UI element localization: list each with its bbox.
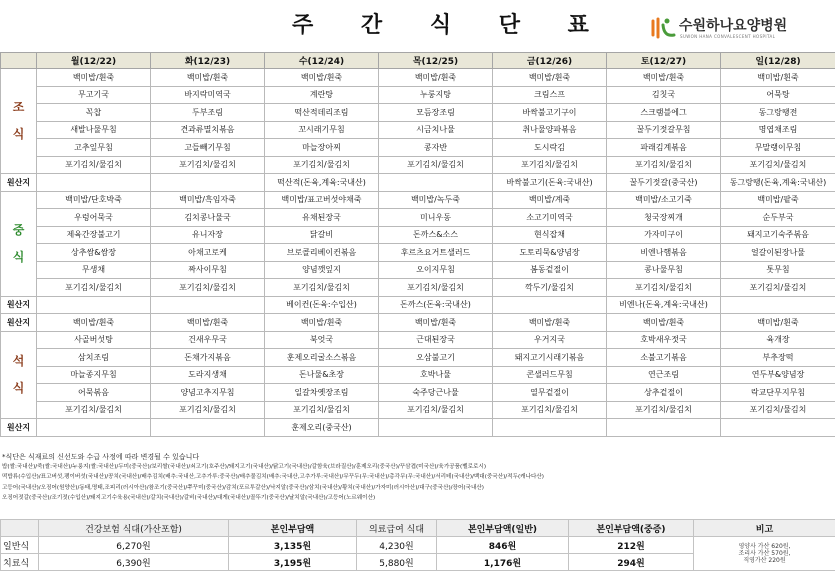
- menu-cell: 고들빼기무침: [151, 139, 265, 157]
- day-header: 목(12/25): [379, 53, 493, 69]
- cost-header: 본인부담액(일반): [437, 520, 569, 537]
- origin-label: 원산지: [1, 314, 37, 332]
- menu-cell: 콩나물무침: [607, 261, 721, 279]
- menu-row: [1, 139, 835, 157]
- origin-cell: [493, 296, 607, 314]
- origin-label: 원산지: [1, 174, 37, 192]
- menu-cell: 떡산적데리조림: [265, 104, 379, 122]
- menu-cell: 부추장떡: [721, 349, 835, 367]
- menu-cell: 바싹불고기구이: [493, 104, 607, 122]
- menu-cell: 백미밥/흰죽: [265, 314, 379, 332]
- menu-cell: 순두부국: [721, 209, 835, 227]
- origin-cell: 돈까스(돈육:국내산): [379, 296, 493, 314]
- origin-cell: [151, 419, 265, 437]
- origin-note: 떡밥류(수입산)/표고버섯,팽이버섯(국내산)/꽁치(국내산)/배추김치(배추:국내산,고추가루:중국산)/배추물김치(배추:국내산,고추가루:국내산)/무꾸두(무:국내산)/총각무(무:국내산)/서리테(국내산)/백대(중국산)/적두(캐나다산): [2, 474, 544, 481]
- menu-row: [1, 69, 835, 87]
- menu-cell: 도라지생채: [151, 366, 265, 384]
- menu-cell: 명엽채조림: [721, 121, 835, 139]
- origin-cell: 훈제오리(중국산): [265, 419, 379, 437]
- cost-header: 본인부담액: [229, 520, 357, 537]
- menu-cell: 크림스프: [493, 86, 607, 104]
- origin-cell: 동그랑땡(돈육,계육:국내산): [721, 174, 835, 192]
- origin-note: 오징어젓갈(중국산)/조기젓(수입산)/돼지고기수육용(국내산)/갈치(국내산)/갈비(국내산)/대게(국내산)/꼴뚜기(중국산)/날치알(국내산)/고등어(노르웨이산): [2, 494, 376, 501]
- cost-value: 3,195원: [229, 554, 357, 571]
- breakfast-label-char: 식: [12, 127, 25, 141]
- cost-value: 294원: [569, 554, 694, 571]
- menu-cell: 돼지고기시래기볶음: [493, 349, 607, 367]
- menu-row: [1, 279, 835, 297]
- menu-cell: 오이지무침: [379, 261, 493, 279]
- cost-header: 건강보험 식대(가산포함): [39, 520, 229, 537]
- menu-cell: 후르츠요거트샐러드: [379, 244, 493, 262]
- menu-cell: 바지락미역국: [151, 86, 265, 104]
- cost-row-label: 치료식: [1, 554, 39, 571]
- origin-cell: [37, 419, 151, 437]
- menu-cell: 짜사이무침: [151, 261, 265, 279]
- menu-cell: 도토리묵&양념장: [493, 244, 607, 262]
- origin-cell: [37, 174, 151, 192]
- cost-value: 846원: [437, 537, 569, 554]
- menu-cell: 북엇국: [265, 331, 379, 349]
- origin-cell: [721, 296, 835, 314]
- dinner-label-char: 석: [12, 353, 25, 368]
- day-header: 토(12/27): [607, 53, 721, 69]
- breakfast-label: [1, 69, 37, 174]
- page-title: 주 간 식 단 표: [292, 13, 609, 38]
- menu-cell: 사골버섯탕: [37, 331, 151, 349]
- weekly-menu-table: [0, 52, 835, 437]
- menu-cell: 어묵탕: [721, 86, 835, 104]
- menu-cell: 백미밥/흰죽: [493, 69, 607, 87]
- menu-row: [1, 401, 835, 419]
- menu-row: [1, 261, 835, 279]
- menu-cell: 삼치조림: [37, 349, 151, 367]
- origin-cell: [379, 174, 493, 192]
- menu-cell: 양념깻잎지: [265, 261, 379, 279]
- menu-cell: 동그랑땡전: [721, 104, 835, 122]
- menu-cell: 오삼불고기: [379, 349, 493, 367]
- origin-note: 밥(쌀:국내산)/죽(쌀:국내산)/누룽지(쌀:국내산)/두미(중국산)/보리쌀(국내산)/쇠고기(호주산)/돼지고기(국내산)/닭고기(국내산)/갈함육(브라질산)/훈제오리(중국산)/꾸삼겹(미국산)/육가공품(벨로로시): [2, 464, 487, 471]
- menu-cell: 무말랭이무침: [721, 139, 835, 157]
- menu-cell: 현식잡채: [493, 226, 607, 244]
- menu-cell: 락교단무지무침: [721, 384, 835, 402]
- cost-value: 1,176원: [437, 554, 569, 571]
- menu-row: [1, 366, 835, 384]
- menu-cell: 어묵볶음: [37, 384, 151, 402]
- cost-remark: [694, 537, 835, 571]
- menu-cell: 두부조림: [151, 104, 265, 122]
- cost-remark-line: 영양사 가산 620원,: [738, 543, 791, 550]
- origin-cell: 비엔나(돈육,계육:국내산): [607, 296, 721, 314]
- origin-cell: 바싹불고기(돈육:국내산): [493, 174, 607, 192]
- menu-cell: 취나물양파볶음: [493, 121, 607, 139]
- menu-cell: 포기김치/물김치: [151, 156, 265, 174]
- menu-row: [1, 384, 835, 402]
- menu-row: [1, 121, 835, 139]
- cost-value: 6,270원: [39, 537, 229, 554]
- menu-cell: 콘샐러드무침: [493, 366, 607, 384]
- menu-cell: 제육간장불고기: [37, 226, 151, 244]
- menu-cell: 돼지고기숙주볶음: [721, 226, 835, 244]
- cost-row-label: 일반식: [1, 537, 39, 554]
- menu-cell: 파래김계볶음: [607, 139, 721, 157]
- hospital-name-english: SUWON HANA CONVALESCENT HOSPITAL: [680, 34, 776, 39]
- menu-cell: 상추겉절이: [607, 384, 721, 402]
- menu-cell: 호박새우젓국: [607, 331, 721, 349]
- menu-cell: 포기김치/물김치: [721, 279, 835, 297]
- menu-cell: 마늘종지무침: [37, 366, 151, 384]
- menu-cell: 백미밥/흰죽: [151, 314, 265, 332]
- cost-value: 4,230원: [357, 537, 437, 554]
- menu-cell: 호박나물: [379, 366, 493, 384]
- cost-header: 비고: [694, 520, 835, 537]
- menu-cell: 도시락김: [493, 139, 607, 157]
- lunch-label: [1, 191, 37, 296]
- menu-cell: 건새우무국: [151, 331, 265, 349]
- origin-cell: [721, 419, 835, 437]
- origin-cell: [493, 419, 607, 437]
- menu-cell: 시금치나물: [379, 121, 493, 139]
- menu-cell: 포기김치/물김치: [265, 279, 379, 297]
- menu-cell: 훈제오리굴소스볶음: [265, 349, 379, 367]
- cost-header: 본인부담액(중증): [569, 520, 694, 537]
- menu-cell: 근대된장국: [379, 331, 493, 349]
- menu-cell: 백미밥/단호박죽: [37, 191, 151, 209]
- dinner-label-char: 식: [12, 380, 25, 395]
- breakfast-section: [1, 69, 835, 192]
- cost-value: 5,880원: [357, 554, 437, 571]
- menu-cell: 백미밥/팥죽: [721, 191, 835, 209]
- menu-cell: 콩자반: [379, 139, 493, 157]
- menu-row: [1, 226, 835, 244]
- menu-cell: 청국장찌개: [607, 209, 721, 227]
- day-header: 금(12/26): [493, 53, 607, 69]
- menu-cell: 유채된장국: [265, 209, 379, 227]
- hospital-name: 수원하나요양병원: [679, 18, 788, 34]
- breakfast-label-char: 조: [12, 100, 25, 114]
- menu-cell: 미니우동: [379, 209, 493, 227]
- menu-cell: 마늘장아찌: [265, 139, 379, 157]
- origin-label: 원산지: [1, 419, 37, 437]
- logo-mark-icon: [650, 15, 676, 41]
- origin-cell: [151, 296, 265, 314]
- menu-cell: 꼬시래기무침: [265, 121, 379, 139]
- menu-cell: 백미밥/흰죽: [265, 69, 379, 87]
- day-header: 월(12/22): [37, 53, 151, 69]
- menu-cell: 포기김치/물김치: [379, 401, 493, 419]
- menu-cell: 꿀두기젓갈무침: [607, 121, 721, 139]
- menu-cell: 백미밥/소고기죽: [607, 191, 721, 209]
- menu-cell: 백미밥/흰죽: [721, 314, 835, 332]
- menu-cell: 포기김치/물김치: [721, 401, 835, 419]
- menu-cell: 백미밥/흰죽: [493, 314, 607, 332]
- menu-cell: 양념고추지무침: [151, 384, 265, 402]
- lunch-label-char: 중: [12, 222, 25, 237]
- menu-cell: 백미밥/흑임자죽: [151, 191, 265, 209]
- origin-cell: [37, 296, 151, 314]
- cost-remark-line: 직영가산 220원: [743, 557, 786, 564]
- day-header-row: [1, 53, 835, 69]
- meal-cost-table: [0, 519, 835, 571]
- menu-cell: 백미밥/흰죽: [607, 314, 721, 332]
- cost-value: 3,135원: [229, 537, 357, 554]
- menu-cell: 포기김치/물김치: [151, 279, 265, 297]
- menu-cell: 스크램블에그: [607, 104, 721, 122]
- menu-cell: 백미밥/흰죽: [151, 69, 265, 87]
- day-header: 화(12/23): [151, 53, 265, 69]
- origin-label: 원산지: [1, 296, 37, 314]
- origin-cell: [151, 174, 265, 192]
- menu-cell: 견과류멸치볶음: [151, 121, 265, 139]
- dinner-label: [1, 331, 37, 419]
- origin-cell: [607, 419, 721, 437]
- menu-cell: 포기김치/물김치: [607, 279, 721, 297]
- menu-cell: 포기김치/물김치: [379, 156, 493, 174]
- cost-value: 6,390원: [39, 554, 229, 571]
- menu-cell: 돈나물&초장: [265, 366, 379, 384]
- menu-cell: 백미밥/흰죽: [607, 69, 721, 87]
- menu-cell: 백미밥/계죽: [493, 191, 607, 209]
- menu-cell: 돈까스&소스: [379, 226, 493, 244]
- menu-cell: 소불고기볶음: [607, 349, 721, 367]
- menu-cell: 꼭찹: [37, 104, 151, 122]
- menu-cell: 아채고로케: [151, 244, 265, 262]
- menu-cell: 연근조림: [607, 366, 721, 384]
- page-header: [0, 0, 835, 52]
- lunch-section: [1, 191, 835, 314]
- menu-cell: 포기김치/물김치: [265, 401, 379, 419]
- origin-cell: [379, 419, 493, 437]
- menu-cell: 백미밥/흰죽: [379, 69, 493, 87]
- menu-row: [1, 104, 835, 122]
- menu-row: [1, 244, 835, 262]
- menu-cell: 포기김치/물김치: [607, 401, 721, 419]
- menu-row: [1, 191, 835, 209]
- menu-cell: 백미밥/흰죽: [37, 314, 151, 332]
- menu-cell: 백미밥/표고버섯야채죽: [265, 191, 379, 209]
- menu-cell: 포기김치/물김치: [379, 279, 493, 297]
- origin-row: [1, 419, 835, 437]
- menu-cell: 백미밥/흰죽: [37, 69, 151, 87]
- menu-cell: 백미밥/흰죽: [721, 69, 835, 87]
- menu-row: [1, 86, 835, 104]
- menu-cell: 포기김치/물김치: [37, 279, 151, 297]
- menu-cell: 닭갈비: [265, 226, 379, 244]
- lunch-label-char: 식: [12, 249, 25, 264]
- origin-row: [1, 296, 835, 314]
- menu-cell: 우렁어묵국: [37, 209, 151, 227]
- menu-cell: 유니자장: [151, 226, 265, 244]
- menu-cell: 포기김치/물김치: [37, 156, 151, 174]
- origin-note: 고등어(국내산)/오징어(원양산)/동태,명태,조피리(러시아산)/참조기(중국산)/쭈꾸미(중국산)/감치(포르투갈산)/낙지알(중국산)/삼치(국내산)/황치(국내산)/가자미(러시아산)/대구(중국산)/장어(국내산): [2, 484, 484, 491]
- menu-cell: 모듬장조림: [379, 104, 493, 122]
- origin-cell: 베이컨(돈육:수입산): [265, 296, 379, 314]
- cost-corner: [1, 520, 39, 537]
- menu-row: [1, 331, 835, 349]
- menu-cell: 소고기미역국: [493, 209, 607, 227]
- menu-cell: 포기김치/물김치: [493, 156, 607, 174]
- menu-cell: 가자미구이: [607, 226, 721, 244]
- notes-section: [0, 452, 835, 503]
- day-header: 수(12/24): [265, 53, 379, 69]
- menu-cell: 봄동겉절이: [493, 261, 607, 279]
- menu-cell: 돈채가지볶음: [151, 349, 265, 367]
- menu-row: [1, 314, 835, 332]
- menu-cell: 연두부&양념장: [721, 366, 835, 384]
- menu-row: [1, 209, 835, 227]
- menu-row: [1, 156, 835, 174]
- cost-value: 212원: [569, 537, 694, 554]
- menu-cell: 포기김치/물김치: [721, 156, 835, 174]
- menu-cell: 톳무침: [721, 261, 835, 279]
- menu-cell: 누룽지탕: [379, 86, 493, 104]
- menu-change-notice: *식단은 식재료의 신선도와 수급 사정에 따라 변경될 수 있습니다: [2, 453, 200, 461]
- menu-cell: 김치콩나물국: [151, 209, 265, 227]
- cost-remark-line: 조리사 가산 570원,: [738, 550, 791, 557]
- menu-cell: 포기김치/물김치: [265, 156, 379, 174]
- cost-row: [1, 537, 835, 554]
- menu-cell: 백미밥/녹두죽: [379, 191, 493, 209]
- menu-cell: 포기김치/물김치: [151, 401, 265, 419]
- corner-cell: [1, 53, 37, 69]
- menu-cell: 상추쌈&쌈장: [37, 244, 151, 262]
- menu-cell: 계란탕: [265, 86, 379, 104]
- dinner-section: [1, 314, 835, 437]
- menu-cell: 새발나물무침: [37, 121, 151, 139]
- menu-cell: 육개장: [721, 331, 835, 349]
- menu-cell: 포기김치/물김치: [607, 156, 721, 174]
- menu-cell: 깍두기/물김치: [493, 279, 607, 297]
- menu-row: [1, 349, 835, 367]
- menu-cell: 브로콜리베이컨볶음: [265, 244, 379, 262]
- menu-cell: 포기김치/물김치: [37, 401, 151, 419]
- origin-cell: 꿀두기젓갈(중국산): [607, 174, 721, 192]
- menu-cell: 포기김치/물김치: [493, 401, 607, 419]
- cost-header-row: [1, 520, 835, 537]
- origin-row: [1, 174, 835, 192]
- day-header: 일(12/28): [721, 53, 835, 69]
- cost-header: 의료급여 식대: [357, 520, 437, 537]
- menu-cell: 우거지국: [493, 331, 607, 349]
- menu-cell: 열무겉절이: [493, 384, 607, 402]
- menu-cell: 일갈차옛장조림: [265, 384, 379, 402]
- menu-cell: 얼갈이된장나물: [721, 244, 835, 262]
- menu-cell: 비엔나햄볶음: [607, 244, 721, 262]
- menu-cell: 김칫국: [607, 86, 721, 104]
- menu-cell: 고추잎무침: [37, 139, 151, 157]
- menu-cell: 무생채: [37, 261, 151, 279]
- menu-cell: 무고기국: [37, 86, 151, 104]
- menu-cell: 백미밥/흰죽: [379, 314, 493, 332]
- origin-cell: 떡산적(돈육,계육:국내산): [265, 174, 379, 192]
- menu-cell: 숙주당근나물: [379, 384, 493, 402]
